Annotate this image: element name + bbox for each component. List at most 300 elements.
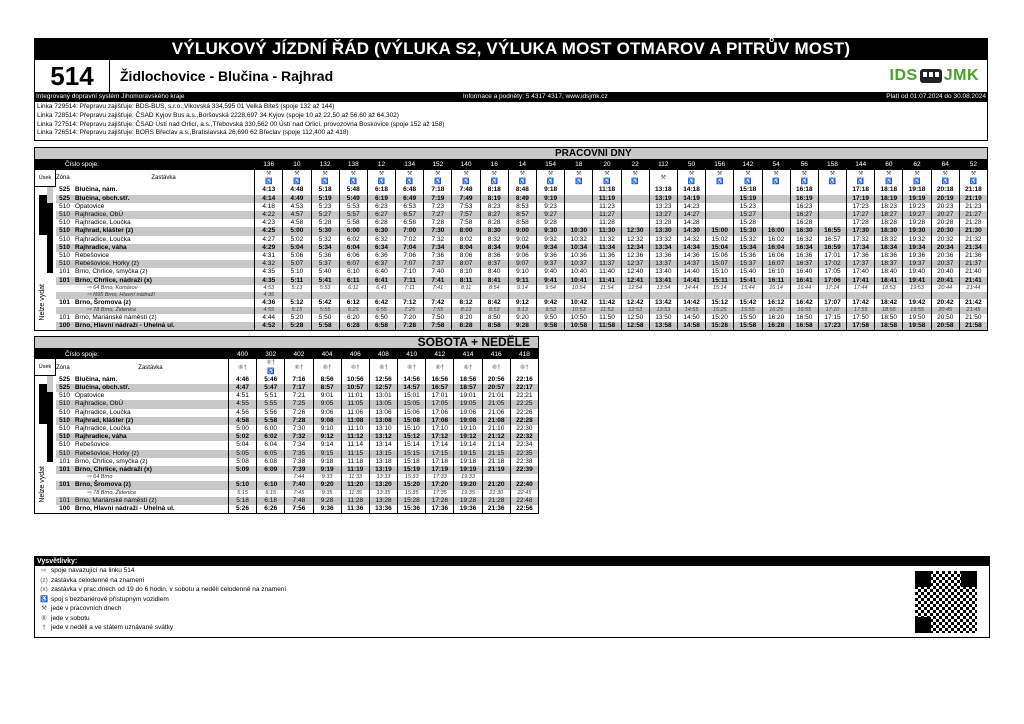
- trip-number: 406: [341, 350, 369, 360]
- departure-time: 4:58: [228, 417, 256, 425]
- trip-number: 56: [790, 161, 818, 171]
- trip-symbols: [706, 170, 734, 186]
- trip-symbols: [396, 170, 424, 186]
- stop-name: Rajhradice, Loučka: [75, 425, 131, 433]
- departure-time: 16:55: [818, 227, 846, 235]
- departure-time: 21:19: [482, 466, 510, 474]
- departure-time: 5:58: [311, 322, 339, 331]
- departure-time: 9:18: [537, 186, 565, 194]
- departure-time: 13:20: [369, 481, 397, 489]
- hammers-icon: ⚒: [491, 171, 497, 177]
- departure-time: 11:36: [341, 505, 369, 514]
- departure-time: 7:37: [424, 260, 452, 268]
- hammers-icon: ⚒: [547, 171, 554, 177]
- departure-time: [875, 292, 903, 299]
- departure-time: 7:16: [285, 376, 313, 384]
- departure-time: 19:37: [903, 260, 931, 268]
- departure-time: 6:07: [339, 260, 367, 268]
- departure-time: 6:09: [257, 466, 285, 474]
- departure-time: 6:10: [257, 481, 285, 489]
- legend-text: zastávka v prac.dnech od 19 do 6 hodin, v sobotu a neděli celodenně na znamení: [51, 586, 287, 593]
- stop-header: Zastávka: [73, 170, 255, 186]
- departure-time: 6:15: [257, 490, 285, 497]
- departure-time: 5:28: [311, 219, 339, 227]
- departure-time: 11:28: [593, 219, 621, 227]
- departure-time: 14:57: [398, 384, 426, 392]
- departure-time: 22:21: [510, 392, 538, 400]
- departure-time: 18:40: [875, 268, 903, 276]
- departure-time: 19:20: [454, 481, 482, 489]
- operators-list: [34, 102, 988, 141]
- departure-time: 11:34: [593, 244, 621, 252]
- stop-name: Rebešovice: [75, 441, 109, 449]
- departure-time: 12:41: [621, 277, 649, 285]
- stop-row: [35, 466, 539, 474]
- departure-time: 8:28: [480, 219, 508, 227]
- departure-time: 6:04: [339, 244, 367, 252]
- trip-symbols: [257, 359, 285, 375]
- departure-time: 13:05: [369, 400, 397, 408]
- trip-symbols: [454, 359, 482, 375]
- departure-time: 8:40: [480, 268, 508, 276]
- departure-time: 5:05: [228, 450, 256, 458]
- symbols-row: [35, 170, 988, 186]
- stop-row: [35, 384, 539, 392]
- departure-time: [565, 186, 593, 194]
- departure-time: 22:26: [510, 409, 538, 417]
- departure-time: 15:41: [734, 277, 762, 285]
- departure-time: 17:36: [847, 252, 875, 260]
- departure-time: 20:34: [931, 244, 959, 252]
- trip-number: 18: [565, 161, 593, 171]
- departure-time: 18:34: [875, 244, 903, 252]
- section-bar: [39, 384, 47, 424]
- info-bar: [34, 92, 988, 102]
- departure-time: 19:19: [903, 195, 931, 203]
- departure-time: 7:35: [285, 450, 313, 458]
- zone: 510: [59, 408, 70, 416]
- departure-time: 7:26: [285, 409, 313, 417]
- departure-time: 4:32: [255, 260, 283, 268]
- departure-time: 16:34: [790, 244, 818, 252]
- trip-symbols: [593, 170, 621, 186]
- departure-time: 7:17: [285, 384, 313, 392]
- departure-time: 21:36: [482, 505, 510, 514]
- departure-time: 9:15: [313, 450, 341, 458]
- stop-row: [35, 203, 988, 211]
- departure-time: 13:34: [649, 244, 677, 252]
- zone: 101: [59, 314, 70, 322]
- departure-time: [818, 292, 846, 299]
- departure-time: 4:44: [255, 314, 283, 322]
- departure-time: 7:12: [396, 299, 424, 307]
- zone: 510: [59, 441, 70, 449]
- departure-time: 5:37: [311, 260, 339, 268]
- departure-time: 9:14: [508, 285, 536, 292]
- departure-time: 9:06: [508, 252, 536, 260]
- logo-right: JMK: [943, 67, 979, 84]
- weekend-table: [34, 349, 539, 513]
- departure-time: [424, 292, 452, 299]
- departure-time: 9:01: [313, 392, 341, 400]
- weekday-timetable: [34, 147, 988, 331]
- trip-number: 54: [762, 161, 790, 171]
- hammers-icon: ⚒: [857, 171, 864, 177]
- departure-time: 12:57: [369, 384, 397, 392]
- departure-time: 9:18: [313, 458, 341, 466]
- zone: [56, 307, 74, 314]
- departure-time: 12:58: [621, 322, 649, 331]
- departure-time: 13:19: [369, 466, 397, 474]
- departure-time: 9:06: [313, 409, 341, 417]
- departure-time: 18:28: [875, 219, 903, 227]
- departure-time: 15:10: [706, 268, 734, 276]
- departure-time: 6:20: [339, 314, 367, 322]
- departure-time: 4:56: [228, 409, 256, 417]
- departure-time: 16:27: [790, 211, 818, 219]
- departure-time: 20:27: [931, 211, 959, 219]
- stop-row: [35, 400, 539, 408]
- departure-time: 7:41: [424, 285, 452, 292]
- trip-number: 410: [398, 350, 426, 360]
- departure-time: 19:33: [454, 474, 482, 481]
- departure-time: 21:32: [959, 236, 987, 244]
- departure-time: 18:18: [875, 186, 903, 194]
- hammers-icon: ⚒: [41, 605, 47, 612]
- departure-time: 4:36: [255, 299, 283, 307]
- departure-time: 18:56: [454, 376, 482, 384]
- stop-row: [35, 425, 539, 433]
- zone: [56, 474, 74, 481]
- departure-time: 14:30: [677, 227, 705, 235]
- departure-time: 22:32: [510, 433, 538, 441]
- hammers-icon: ⚒: [829, 171, 836, 177]
- departure-time: 7:19: [424, 195, 452, 203]
- departure-time: 19:18: [454, 458, 482, 466]
- stop-name: Opatovice: [75, 392, 105, 400]
- departure-time: 7:21: [285, 392, 313, 400]
- departure-time: 21:05: [482, 400, 510, 408]
- departure-time: 15:35: [398, 490, 426, 497]
- stop-row: [35, 260, 988, 268]
- wheelchair-icon: ♿: [744, 179, 752, 186]
- departure-time: 16:11: [762, 277, 790, 285]
- stop-name: Rajhradice, váha: [73, 433, 228, 441]
- departure-time: 4:29: [255, 244, 283, 252]
- departure-time: 14:28: [677, 219, 705, 227]
- departure-time: 6:34: [367, 244, 395, 252]
- legend-item: [35, 595, 989, 605]
- departure-time: 7:27: [424, 211, 452, 219]
- hammers-icon: ⚒: [660, 175, 667, 182]
- departure-time: 16:56: [426, 376, 454, 384]
- trip-number: 414: [454, 350, 482, 360]
- wheelchair-icon: ♿: [39, 595, 49, 603]
- departure-time: 9:20: [313, 481, 341, 489]
- departure-time: [367, 292, 395, 299]
- legend-heading: Vysvětlivky:: [35, 557, 989, 566]
- departure-time: 5:07: [283, 260, 311, 268]
- departure-time: 8:13: [452, 307, 480, 314]
- departure-time: 5:06: [283, 252, 311, 260]
- trip-symbols: [313, 359, 341, 375]
- departure-time: 21:27: [959, 211, 987, 219]
- departure-time: 14:34: [677, 244, 705, 252]
- departure-time: 5:15: [283, 307, 311, 314]
- departure-time: 17:10: [426, 425, 454, 433]
- departure-time: 17:23: [847, 203, 875, 211]
- departure-time: 18:57: [454, 384, 482, 392]
- stop-row: [35, 376, 539, 384]
- departure-time: 4:53: [283, 203, 311, 211]
- departure-time: [311, 292, 339, 299]
- departure-time: 7:02: [396, 236, 424, 244]
- departure-time: 10:56: [341, 376, 369, 384]
- stop-row: [35, 268, 988, 276]
- departure-time: 6:02: [339, 236, 367, 244]
- hammers-icon: ⚒: [773, 171, 779, 177]
- departure-time: 5:02: [228, 433, 256, 441]
- departure-time: 15:19: [734, 195, 762, 203]
- departure-time: 6:42: [367, 299, 395, 307]
- departure-time: 7:04: [396, 244, 424, 252]
- departure-time: 17:12: [426, 433, 454, 441]
- departure-time: 16:57: [818, 236, 846, 244]
- wheelchair-icon: ♿: [546, 179, 555, 186]
- departure-time: 10:37: [565, 260, 593, 268]
- departure-time: 15:18: [734, 186, 762, 194]
- saturday-sunday-icon: ⑥†: [294, 364, 304, 371]
- departure-time: 10:57: [341, 384, 369, 392]
- departure-time: 5:27: [311, 211, 339, 219]
- hammers-icon: ⚒: [294, 171, 300, 177]
- departure-time: 5:53: [311, 285, 339, 292]
- departure-time: 17:55: [847, 307, 875, 314]
- qr-code[interactable]: [915, 571, 977, 633]
- departure-time: 9:33: [313, 474, 341, 481]
- departure-time: 22:17: [510, 384, 538, 392]
- departure-time: 9:23: [537, 203, 565, 211]
- departure-time: 15:37: [734, 260, 762, 268]
- stop-name: Blučina, obch.stř.: [73, 195, 255, 203]
- stop-row: [35, 244, 988, 252]
- stop-row: [35, 458, 539, 466]
- departure-time: 5:49: [339, 195, 367, 203]
- departure-time: 6:28: [339, 322, 367, 331]
- departure-time: 8:02: [452, 236, 480, 244]
- departure-time: 22:25: [510, 400, 538, 408]
- departure-time: 7:48: [452, 186, 480, 194]
- departure-time: 9:14: [313, 441, 341, 449]
- departure-time: 8:58: [508, 219, 536, 227]
- departure-time: [762, 219, 790, 227]
- departure-time: [818, 203, 846, 211]
- hammers-icon: ⚒: [435, 171, 441, 177]
- section-bar: [39, 195, 47, 235]
- departure-time: 5:04: [228, 441, 256, 449]
- departure-time: 15:36: [734, 252, 762, 260]
- stop-name: Rajhradice, váha: [73, 244, 255, 252]
- connection-row: [35, 292, 988, 299]
- departure-time: 19:32: [903, 236, 931, 244]
- departure-time: 22:40: [510, 481, 538, 489]
- departure-time: [677, 292, 705, 299]
- stop-name: Brno, Šromova (z): [73, 481, 228, 489]
- departure-time: 6:23: [367, 203, 395, 211]
- departure-time: 8:57: [313, 384, 341, 392]
- departure-time: 17:33: [426, 474, 454, 481]
- departure-time: 11:15: [341, 450, 369, 458]
- saturday-sunday-icon: ⑥†: [379, 364, 388, 371]
- departure-time: 12:40: [621, 268, 649, 276]
- timetable-page: [34, 38, 988, 514]
- departure-time: 14:27: [677, 211, 705, 219]
- zone: 510: [56, 260, 74, 268]
- zone: 525: [59, 375, 70, 383]
- stop-row: [35, 322, 988, 331]
- departure-time: 6:26: [257, 505, 285, 514]
- departure-time: [734, 292, 762, 299]
- departure-time: 9:10: [508, 268, 536, 276]
- departure-time: 5:12: [283, 299, 311, 307]
- trip-number: 140: [452, 161, 480, 171]
- departure-time: [537, 292, 565, 299]
- hammers-icon: ⚒: [942, 171, 948, 177]
- departure-time: 9:28: [537, 219, 565, 227]
- departure-time: 4:31: [255, 252, 283, 260]
- departure-time: 4:57: [283, 211, 311, 219]
- departure-time: 16:37: [790, 260, 818, 268]
- departure-time: 16:25: [762, 307, 790, 314]
- trip-symbols: [367, 170, 395, 186]
- departure-time: 17:20: [426, 481, 454, 489]
- trip-symbols: [311, 170, 339, 186]
- departure-time: [565, 211, 593, 219]
- departure-time: 20:28: [931, 219, 959, 227]
- stop-name: Brno, Mariánské náměstí (z): [73, 497, 228, 505]
- departure-time: 6:30: [367, 227, 395, 235]
- departure-time: 10:50: [565, 314, 593, 322]
- departure-time: 12:50: [621, 314, 649, 322]
- weekday-heading: PRACOVNÍ DNY: [34, 147, 988, 160]
- departure-time: 16:02: [762, 236, 790, 244]
- departure-time: 7:30: [285, 425, 313, 433]
- departure-time: 13:36: [649, 252, 677, 260]
- legend-item: [35, 604, 989, 614]
- departure-time: 18:58: [875, 322, 903, 331]
- page-title: VÝLUKOVÝ JÍZDNÍ ŘÁD (VÝLUKA S2, VÝLUKA MOST OTMAROV A PITRŮV MOST): [34, 38, 988, 60]
- departure-time: 19:06: [454, 409, 482, 417]
- departure-time: 19:05: [454, 400, 482, 408]
- zone: 510: [59, 235, 70, 243]
- departure-time: 5:30: [311, 227, 339, 235]
- departure-time: 4:46: [228, 376, 256, 384]
- departure-time: 14:19: [677, 195, 705, 203]
- trip-symbols: [537, 170, 565, 186]
- stop-header: Zastávka: [73, 359, 228, 375]
- hammers-icon: ⚒: [801, 171, 807, 177]
- trip-symbols: [285, 359, 313, 375]
- departure-time: 13:36: [369, 505, 397, 514]
- trip-number: 402: [285, 350, 313, 360]
- trip-symbols: [677, 170, 705, 186]
- departure-time: 9:08: [313, 417, 341, 425]
- departure-time: 9:12: [508, 299, 536, 307]
- departure-time: 22:30: [510, 425, 538, 433]
- departure-time: 16:59: [818, 244, 846, 252]
- departure-time: 6:27: [367, 211, 395, 219]
- departure-time: [959, 292, 987, 299]
- departure-time: 18:53: [875, 285, 903, 292]
- stop-name: Rajhradice, ObÚ: [73, 211, 255, 219]
- trip-number: 138: [339, 161, 367, 171]
- departure-time: 16:18: [790, 186, 818, 194]
- saturday-sunday-icon: ⑥†: [350, 364, 360, 371]
- departure-time: 10:36: [565, 252, 593, 260]
- night-request-stop-icon: (x): [40, 586, 48, 593]
- wheelchair-icon: ♿: [941, 179, 949, 186]
- departure-time: 21:36: [959, 252, 987, 260]
- usek-header: Úsek: [35, 170, 56, 186]
- wheelchair-icon: ♿: [490, 179, 498, 186]
- departure-time: 7:32: [424, 236, 452, 244]
- departure-time: 19:28: [903, 219, 931, 227]
- departure-time: 19:18: [903, 186, 931, 194]
- departure-time: 14:40: [677, 268, 705, 276]
- saturday-sunday-icon: ⑥†: [435, 364, 445, 371]
- departure-time: 8:11: [452, 285, 480, 292]
- connection-name: ⇨ N95 Brno, Hlavní nádraží: [73, 292, 255, 299]
- departure-time: [565, 219, 593, 227]
- wheelchair-icon: ♿: [518, 179, 527, 186]
- departure-time: 15:08: [398, 417, 426, 425]
- departure-time: 17:19: [426, 466, 454, 474]
- departure-time: 19:08: [454, 417, 482, 425]
- departure-time: 5:58: [339, 219, 367, 227]
- legend-item: [35, 576, 989, 586]
- line-header: [34, 60, 988, 92]
- connection-name: ⇨ 64 Brno, Komárov: [87, 284, 138, 291]
- trip-number: 142: [734, 161, 762, 171]
- request-stop-icon: (z): [40, 576, 48, 584]
- departure-time: 21:37: [959, 260, 987, 268]
- zone: 101: [59, 268, 70, 276]
- departure-time: [818, 211, 846, 219]
- bus-icon: [920, 69, 942, 83]
- zone: 510: [56, 244, 74, 252]
- departure-time: 7:58: [452, 219, 480, 227]
- departure-time: 11:53: [593, 307, 621, 314]
- departure-time: 20:45: [931, 307, 959, 314]
- stop-row: [35, 195, 988, 203]
- departure-time: 7:11: [396, 277, 424, 285]
- departure-time: 5:55: [311, 307, 339, 314]
- departure-time: 13:42: [649, 299, 677, 307]
- departure-time: 15:15: [398, 450, 426, 458]
- departure-time: 11:05: [341, 400, 369, 408]
- departure-time: 7:58: [424, 322, 452, 331]
- validity: Platí od 01.07.2024 do 30.08.2024: [886, 93, 986, 100]
- trip-symbols: [875, 170, 903, 186]
- wheelchair-icon: ♿: [434, 179, 442, 186]
- departure-time: 17:36: [426, 505, 454, 514]
- departure-time: 10:32: [565, 236, 593, 244]
- trip-number: 10: [283, 161, 311, 171]
- departure-time: 4:55: [228, 400, 256, 408]
- trip-number: 60: [875, 161, 903, 171]
- trip-number: 132: [311, 161, 339, 171]
- departure-time: 20:41: [931, 277, 959, 285]
